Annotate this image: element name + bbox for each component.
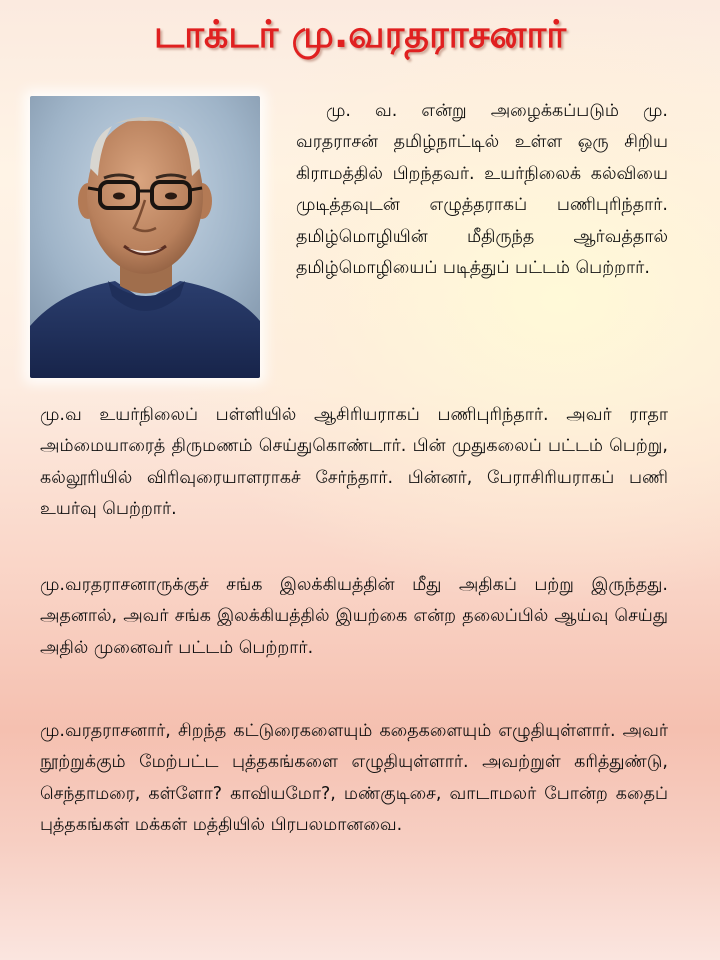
research-paragraph: மு.வரதராசனாருக்குச் சங்க இலக்கியத்தின் மீது அதிகப் பற்று இருந்தது. அதனால், அவர் சங்க இலக்கியத்தில் இயற்கை என்ற தலைப்பில் ஆய்வு செய்து அதில் முனைவர் பட்டம் பெற்றார்.: [40, 575, 668, 658]
works-paragraph: மு.வரதராசனார், சிறந்த கட்டுரைகளையும் கதைகளையும் எழுதியுள்ளார். அவர் நூற்றுக்கும் மேற்பட்ட புத்தகங்களை எழுதியுள்ளார். அவற்றுள் கரித்துண்டு, செந்தாமரை, கள்ளோ? காவியமோ?, மண்குடிசை, வாடாமலர் போன்ற கதைப் புத்தகங்கள் மக்கள் மத்தியில் பிரபலமானவை.: [40, 721, 668, 836]
portrait-photo: [30, 96, 260, 378]
career-paragraph: மு.வ உயர்நிலைப் பள்ளியில் ஆசிரியராகப் பணிபுரிந்தார். அவர் ராதா அம்மையாரைத் திருமணம் செய்துகொண்டார். பின் முதுகலைப் பட்டம் பெற்று, கல்லூரியில் விரிவுரையாளராகச் சேர்ந்தார். பின்னர், பேராசிரியராகப் பணி உயர்வு பெற்றார்.: [40, 405, 668, 520]
intro-paragraph: மு. வ. என்று அழைக்கப்படும் மு. வரதராசன் தமிழ்நாட்டில் உள்ள ஒரு சிறிய கிராமத்தில் பிறந்தவர். உயர்நிலைக் கல்வியை முடித்தவுடன் எழுத்தராகப் பணிபுரிந்தார். தமிழ்மொழியின் மீதிருந்த ஆர்வத்தால் தமிழ்மொழியைப் படித்துப் பட்டம் பெற்றார்.: [296, 101, 668, 279]
page-title: டாக்டர் மு.வரதராசனார்: [153, 12, 567, 56]
